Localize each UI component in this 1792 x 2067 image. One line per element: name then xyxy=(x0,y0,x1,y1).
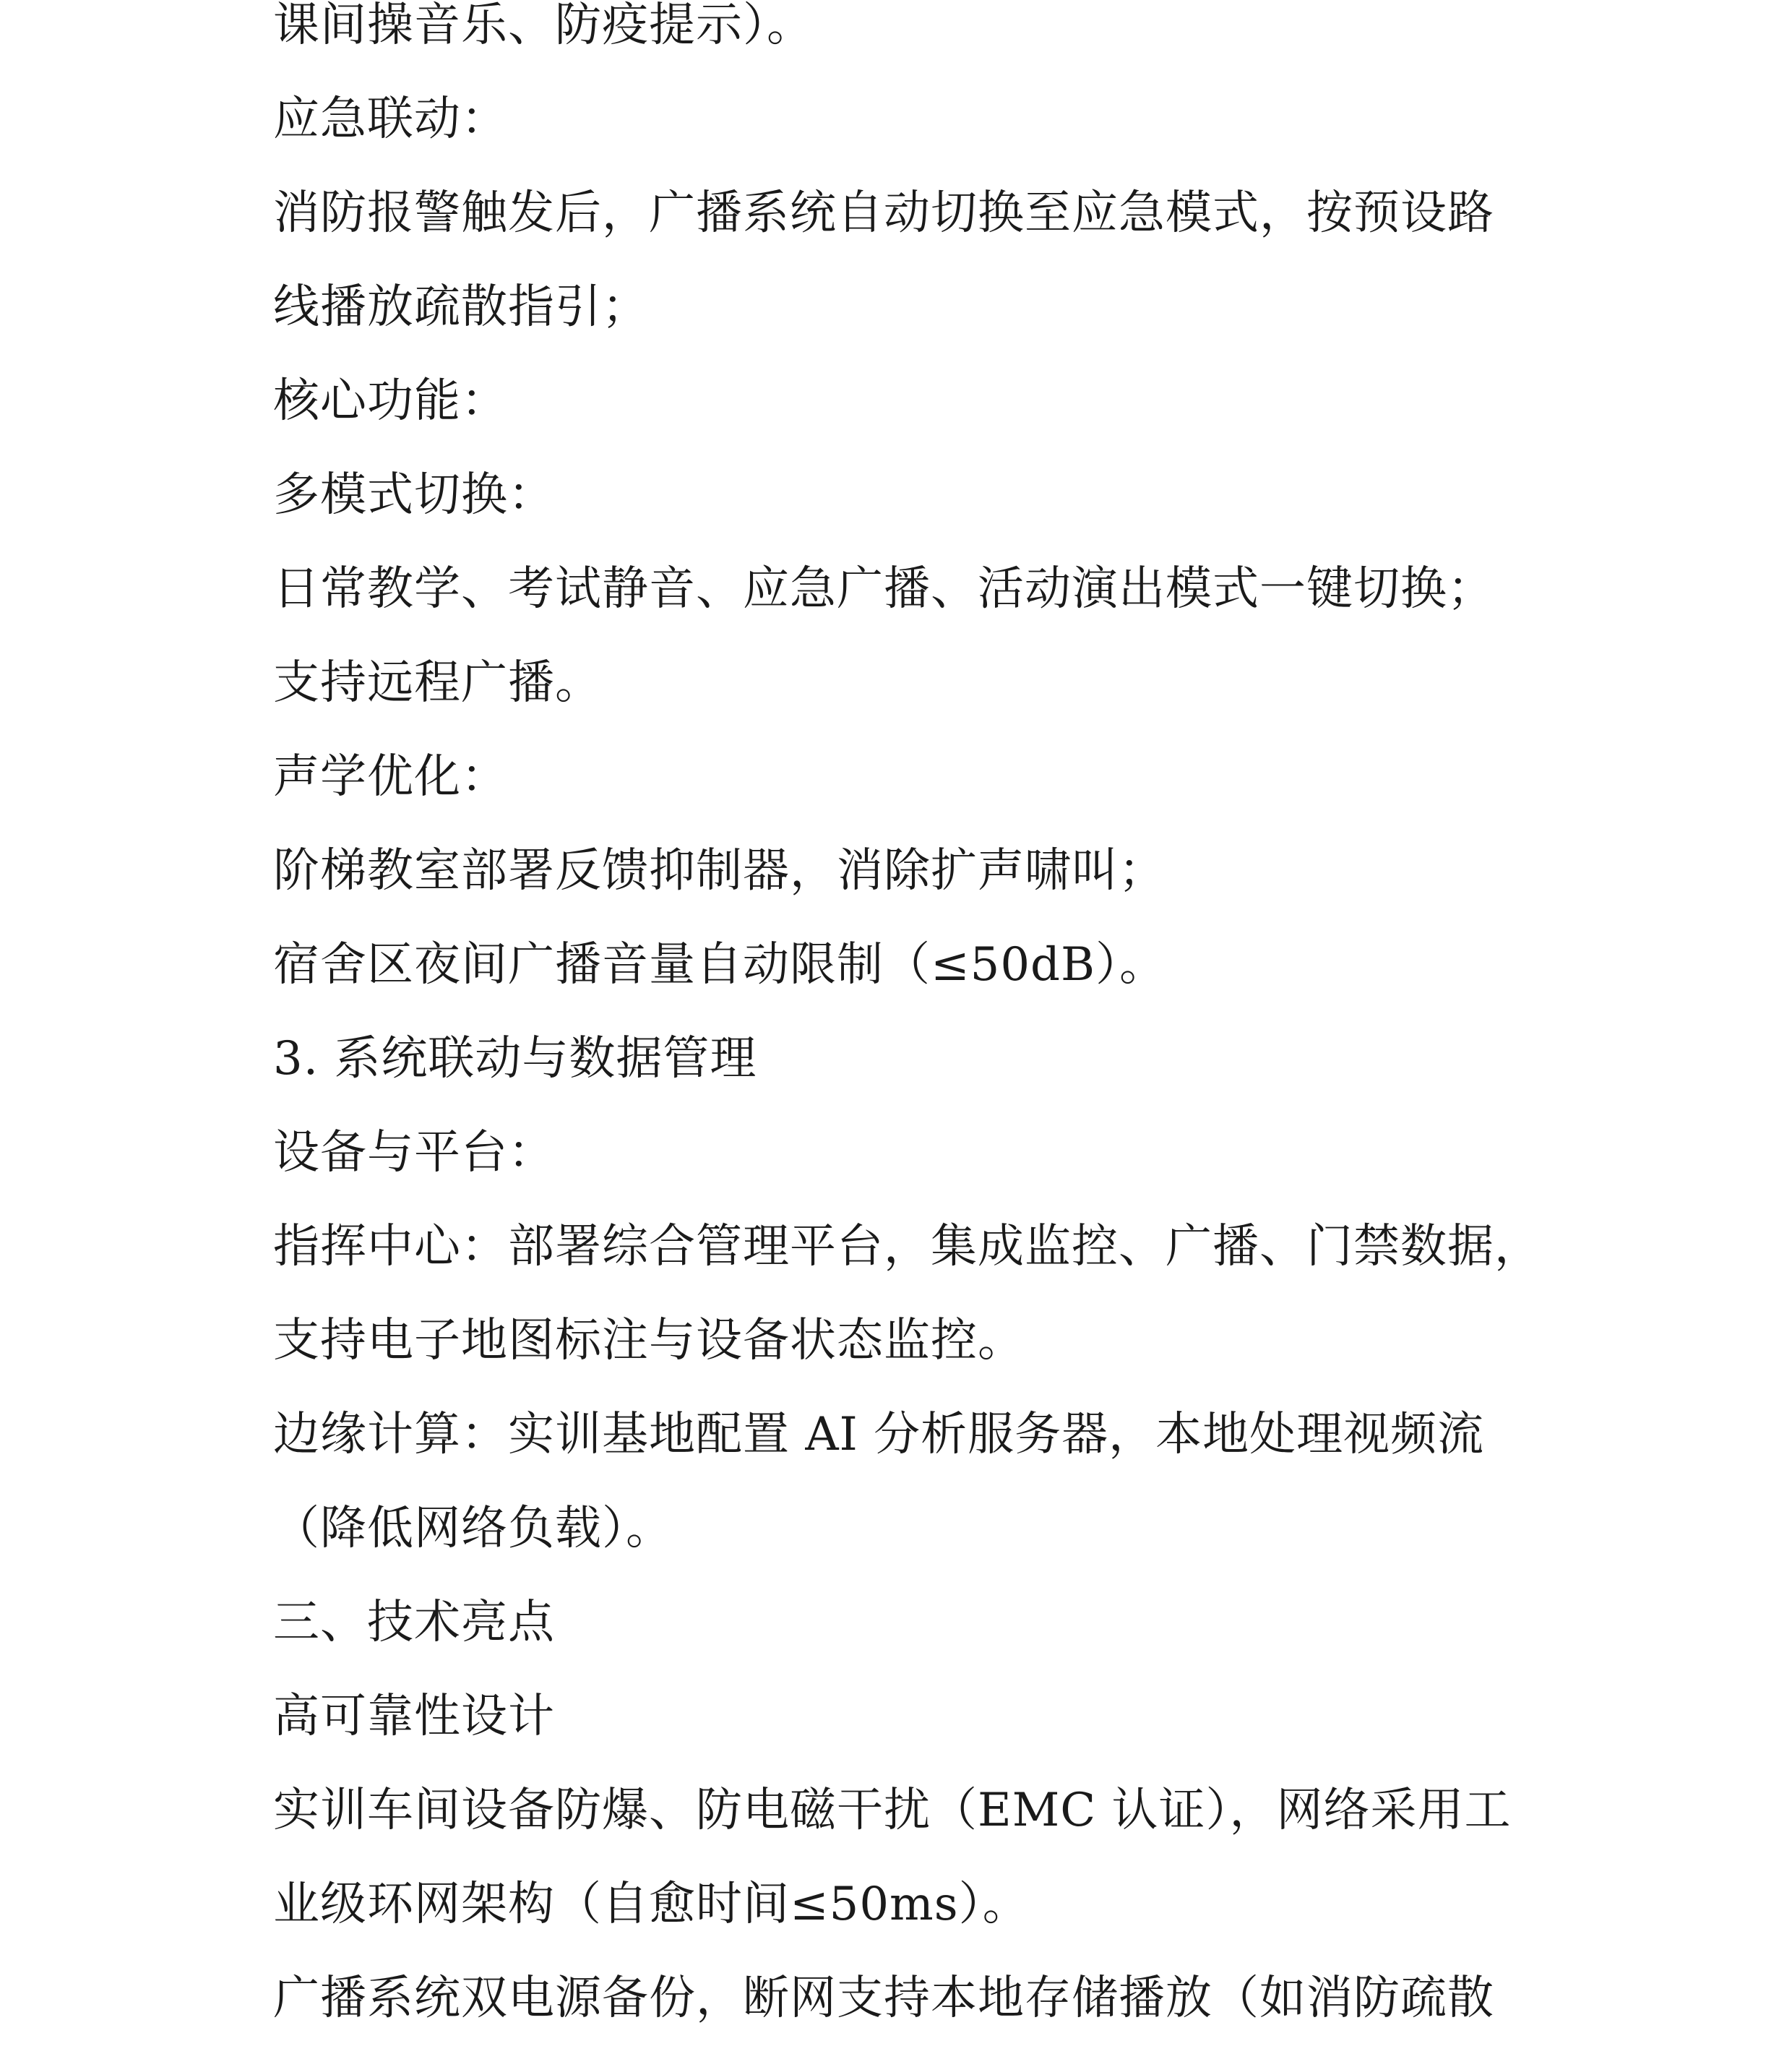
text-line xyxy=(273,188,1530,282)
text-line xyxy=(273,1879,1530,1973)
text-line xyxy=(273,470,1530,564)
text-line xyxy=(273,658,1530,752)
text-line xyxy=(273,1973,1530,2067)
document-body xyxy=(273,0,1541,2067)
line-text: 支持远程广播。 xyxy=(273,656,602,710)
line-text: 应急联动： xyxy=(273,93,508,146)
line-text: 三、技术亮点 xyxy=(273,1596,555,1649)
text-line xyxy=(273,0,1530,94)
line-text: （降低网络负载）。 xyxy=(273,1502,673,1555)
line-text: 3. 系统联动与数据管理 xyxy=(273,1032,757,1086)
text-line xyxy=(273,1127,1530,1221)
text-line xyxy=(273,1409,1530,1503)
line-text: 设备与平台： xyxy=(273,1126,555,1179)
line-text: 宿舍区夜间广播音量自动限制（≤50dB）。 xyxy=(273,938,1167,992)
text-line xyxy=(273,1315,1530,1409)
section-heading xyxy=(273,1034,1530,1127)
line-text: 实训车间设备防爆、防电磁干扰（EMC 认证），网络采用工 xyxy=(273,1784,1512,1837)
line-text: 广播系统双电源备份，断网支持本地存储播放（如消防疏散 xyxy=(273,1972,1494,2025)
text-line xyxy=(273,94,1530,188)
text-line xyxy=(273,1220,1541,1315)
text-line xyxy=(273,1785,1530,1879)
text-line xyxy=(273,1503,1530,1597)
line-text: 支持电子地图标注与设备状态监控。 xyxy=(273,1314,1025,1367)
line-text: 声学优化： xyxy=(273,750,508,804)
line-text: 业级环网架构（自愈时间≤50ms）。 xyxy=(273,1878,1030,1931)
text-line xyxy=(273,846,1530,940)
line-text: 阶梯教室部署反馈抑制器，消除扩声啸叫； xyxy=(273,844,1166,898)
text-line xyxy=(273,282,1530,376)
line-text: 课间操音乐、防疫提示）。 xyxy=(273,0,814,52)
line-text: 边缘计算：实训基地配置 AI 分析服务器，本地处理视频流 xyxy=(273,1408,1485,1461)
text-line xyxy=(273,376,1530,470)
line-text: 高可靠性设计 xyxy=(273,1690,555,1743)
section-heading xyxy=(273,1597,1530,1691)
line-text: 日常教学、考试静音、应急广播、活动演出模式一键切换； xyxy=(273,562,1494,616)
line-text: 指挥中心：部署综合管理平台，集成监控、广播、门禁数据， xyxy=(273,1220,1541,1273)
subsection-heading xyxy=(273,1691,1530,1785)
text-line xyxy=(273,564,1530,658)
line-text: 核心功能： xyxy=(273,374,508,428)
line-text: 消防报警触发后，广播系统自动切换至应急模式，按预设路 xyxy=(273,186,1494,240)
text-line xyxy=(273,940,1530,1034)
line-text: 线播放疏散指引； xyxy=(273,280,649,334)
line-text: 多模式切换： xyxy=(273,468,555,522)
text-line xyxy=(273,752,1530,846)
